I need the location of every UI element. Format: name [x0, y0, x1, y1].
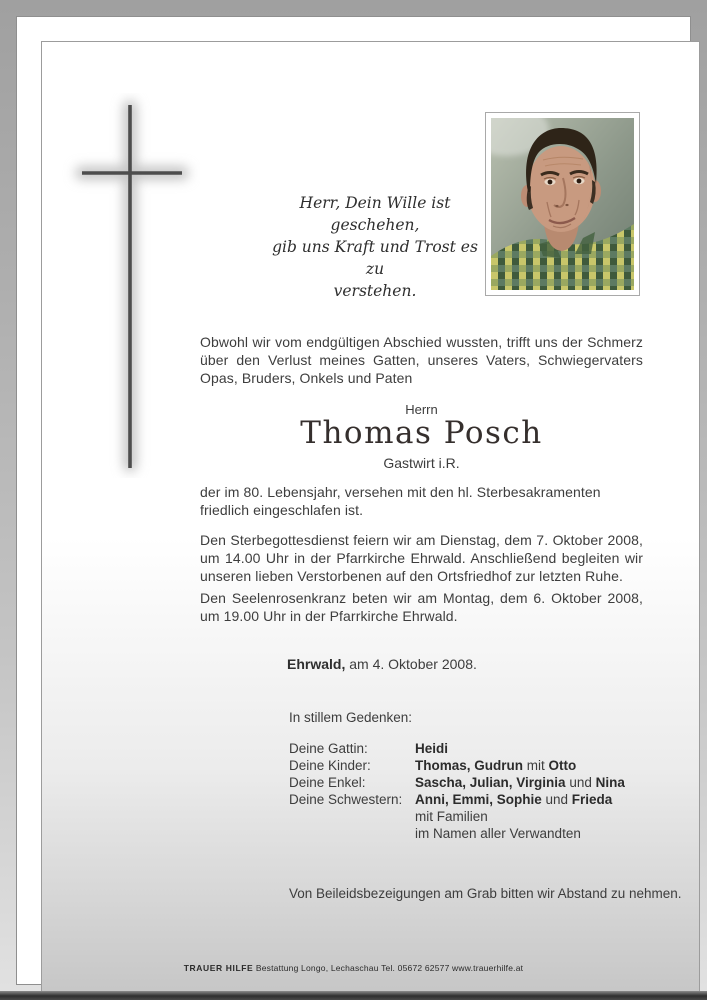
intro-paragraph: Obwohl wir vom endgültigen Abschied wussten, trifft uns der Schmerz über den Verlust meines Gatten, unseres Vaters, Schwiegervaters Opas, Bruders, Onkels und Paten — [200, 334, 643, 386]
family-label: Deine Gattin: — [289, 741, 368, 756]
rosary-info-paragraph: Den Seelenrosenkranz beten wir am Montag, dem 6. Oktober 2008, um 19.00 Uhr in der Pfarrkirche Ehrwald. — [200, 590, 643, 624]
family-value: Thomas, Gudrun mit Otto — [415, 758, 577, 773]
family-value: Sascha, Julian, Virginia und Nina — [415, 775, 625, 790]
service-info-paragraph: Den Sterbegottesdienst feiern wir am Dienstag, dem 7. Oktober 2008, um 14.00 Uhr in der Pfarrkirche Ehrwald. Anschließend begleiten wir unseren lieben Verstorbenen auf den Ortsfriedhof zur letzten Ruhe. — [200, 532, 643, 584]
page-bottom-edge — [0, 991, 707, 1000]
quote-line-2: gib uns Kraft und Trost es zu — [272, 238, 478, 278]
salutation: Herrn — [405, 402, 438, 417]
deceased-name: Thomas Posch — [300, 415, 543, 451]
portrait-photo — [491, 118, 634, 290]
footer-brand: TRAUER HILFE — [183, 963, 254, 973]
family-label: Deine Schwestern: — [289, 792, 403, 807]
family-row-extra — [289, 825, 625, 842]
quote-line-1: Herr, Dein Wille ist geschehen, — [299, 194, 451, 234]
portrait-photo-frame — [485, 112, 640, 296]
remembrance-title: In stillem Gedenken: — [289, 710, 413, 725]
family-row-kinder — [289, 757, 625, 774]
family-label: Deine Enkel: — [289, 775, 366, 790]
family-row-extra — [289, 808, 625, 825]
condolence-quote — [268, 192, 482, 302]
quote-line-3: verstehen. — [333, 282, 417, 300]
family-value: Heidi — [415, 741, 449, 756]
death-info-paragraph: der im 80. Lebensjahr, versehen mit den hl. Sterbesakramenten friedlich eingeschlafen ist. — [200, 484, 601, 518]
family-value: Anni, Emmi, Sophie und Frieda — [415, 792, 613, 807]
family-label: Deine Kinder: — [289, 758, 371, 773]
funeral-home-footer — [0, 963, 707, 973]
dateline-place: Ehrwald, — [287, 656, 346, 672]
deceased-occupation: Gastwirt i.R. — [383, 455, 460, 471]
dateline-date: am 4. Oktober 2008. — [345, 656, 477, 672]
family-extra-line: im Namen aller Verwandten — [415, 826, 581, 841]
dateline — [287, 656, 477, 672]
family-row-schwestern — [289, 791, 625, 808]
remembrance-list — [289, 740, 625, 842]
cross-icon — [60, 93, 200, 478]
closing-paragraph: Von Beileidsbezeigungen am Grab bitten wir Abstand zu nehmen. — [289, 886, 682, 901]
footer-info: Bestattung Longo, Lechaschau Tel. 05672 62577 www.trauerhilfe.at — [253, 963, 524, 973]
family-row-gattin — [289, 740, 625, 757]
family-row-enkel — [289, 774, 625, 791]
family-extra-line: mit Familien — [415, 809, 488, 824]
